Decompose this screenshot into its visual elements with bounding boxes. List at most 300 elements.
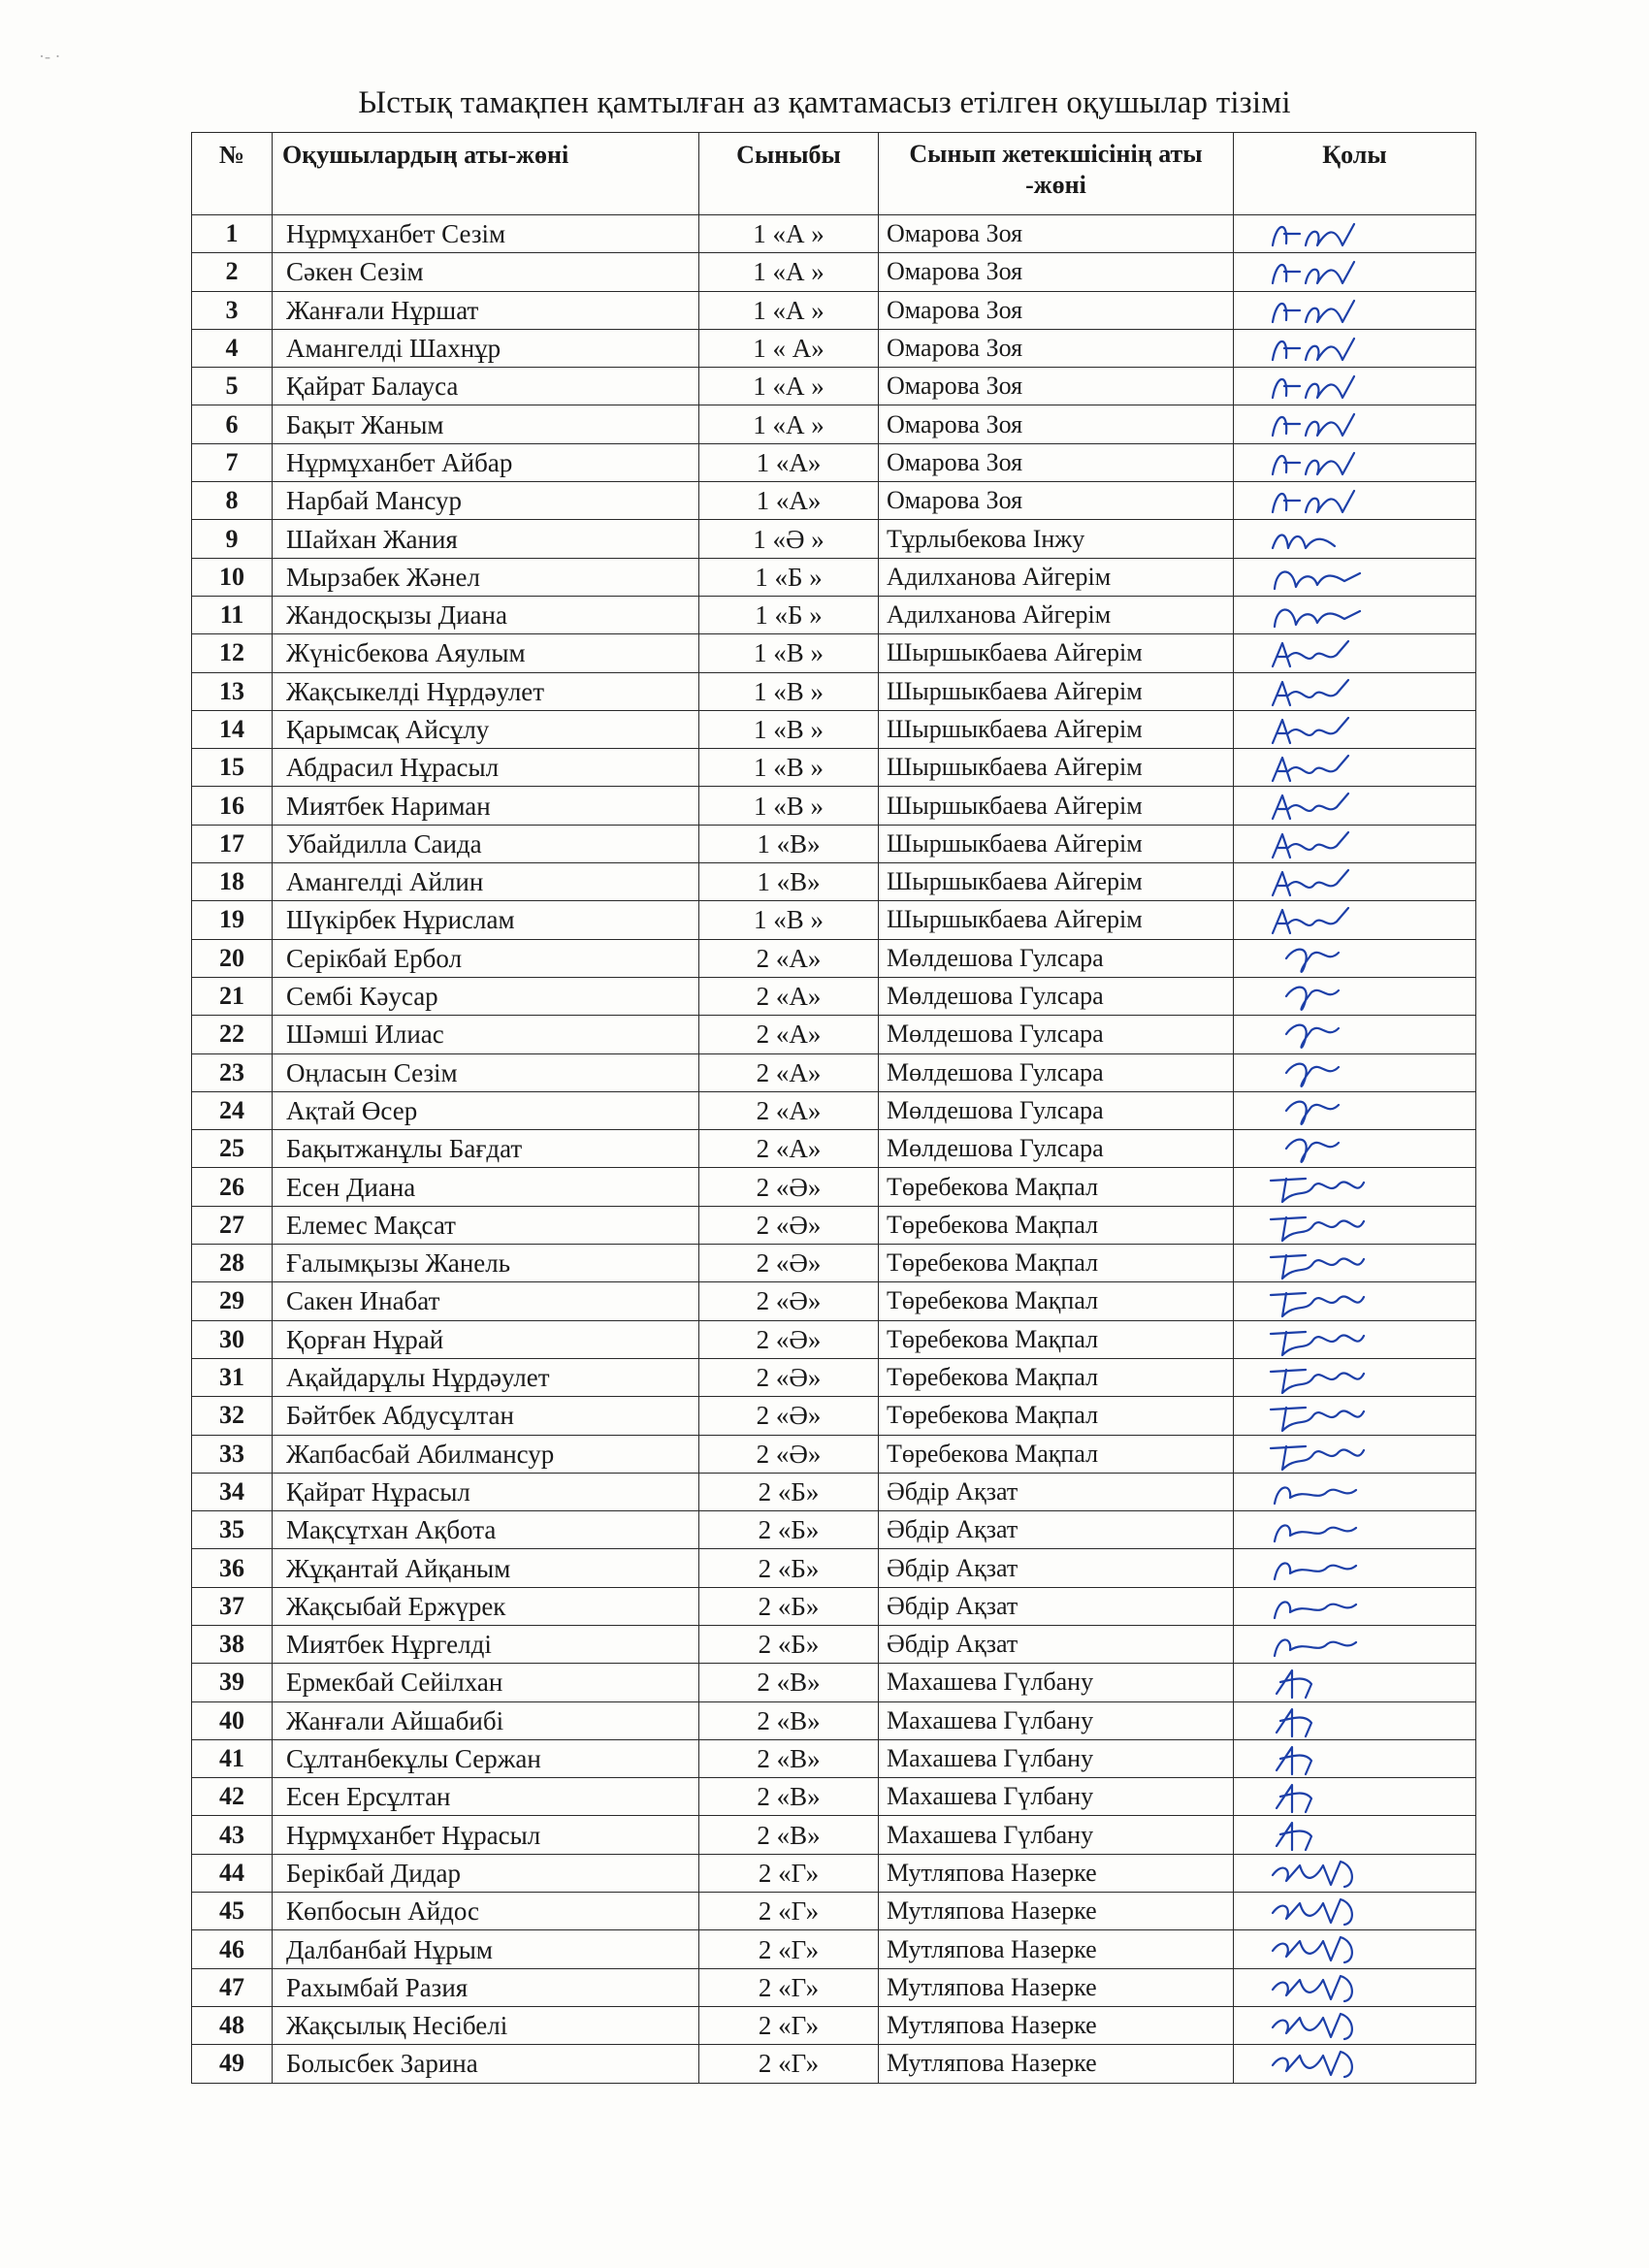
student-name: Миятбек Нариман — [273, 787, 699, 825]
signature-scribble — [1247, 674, 1393, 711]
table-row — [192, 1930, 1476, 1968]
student-name: Сәкен Сезім — [273, 253, 699, 291]
teacher-name: Шыршыкбаева Айгерім — [879, 634, 1234, 672]
student-name: Ғалымқызы Жанель — [273, 1245, 699, 1282]
signature-scribble — [1247, 1093, 1393, 1130]
signature-cell — [1234, 1930, 1476, 1968]
signature-scribble — [1247, 1283, 1393, 1320]
signature-cell — [1234, 1091, 1476, 1129]
row-number: 14 — [192, 710, 273, 748]
student-name: Қорған Нұрай — [273, 1320, 699, 1358]
student-class: 2 «Ә» — [699, 1206, 879, 1244]
student-class: 1 «Ә » — [699, 520, 879, 558]
table-row — [192, 1625, 1476, 1663]
student-class: 2 «Г» — [699, 1893, 879, 1930]
table-row — [192, 1893, 1476, 1930]
row-number: 47 — [192, 1968, 273, 2006]
teacher-name: Төребекова Мақпал — [879, 1168, 1234, 1206]
row-number: 43 — [192, 1816, 273, 1854]
teacher-name: Төребекова Мақпал — [879, 1245, 1234, 1282]
signature-scribble — [1247, 788, 1393, 825]
student-class: 1 «В» — [699, 825, 879, 862]
student-name: Жүнісбекова Аяулым — [273, 634, 699, 672]
row-number: 21 — [192, 977, 273, 1015]
row-number: 11 — [192, 596, 273, 633]
signature-cell — [1234, 253, 1476, 291]
student-name: Бақытжанұлы Бағдат — [273, 1130, 699, 1168]
row-number: 36 — [192, 1549, 273, 1587]
student-name: Жанғали Айшабибі — [273, 1701, 699, 1739]
row-number: 26 — [192, 1168, 273, 1206]
signature-cell — [1234, 1816, 1476, 1854]
table-row — [192, 558, 1476, 596]
student-class: 1 «Б » — [699, 596, 879, 633]
signature-scribble — [1247, 1322, 1393, 1359]
row-number: 10 — [192, 558, 273, 596]
student-name: Шүкірбек Нұрислам — [273, 901, 699, 939]
page-title: Ыстық тамақпен қамтылған аз қамтамасыз етілген оқушылар тізімі — [358, 85, 1291, 120]
signature-scribble — [1247, 598, 1393, 634]
signature-scribble — [1247, 635, 1393, 672]
row-number: 18 — [192, 863, 273, 901]
signature-cell — [1234, 1473, 1476, 1510]
signature-cell — [1234, 596, 1476, 633]
signature-cell — [1234, 1016, 1476, 1053]
signature-scribble — [1247, 1017, 1393, 1053]
signature-scribble — [1247, 1437, 1393, 1474]
signature-scribble — [1247, 1741, 1393, 1778]
signature-scribble — [1247, 560, 1393, 597]
student-name: Жұқантай Айқаным — [273, 1549, 699, 1587]
signature-scribble — [1247, 1894, 1393, 1930]
student-class: 1 «А» — [699, 443, 879, 481]
student-class: 1 «А » — [699, 405, 879, 443]
signature-scribble — [1247, 406, 1393, 443]
teacher-name: Әбдір Ақзат — [879, 1511, 1234, 1549]
student-name: Жапбасбай Абилмансур — [273, 1435, 699, 1473]
signature-cell — [1234, 939, 1476, 977]
signature-cell — [1234, 215, 1476, 253]
student-name: Нұрмұханбет Айбар — [273, 443, 699, 481]
table-row — [192, 863, 1476, 901]
signature-scribble — [1247, 483, 1393, 520]
table-row — [192, 1091, 1476, 1129]
scan-artifact-topleft: ·‐ · — [39, 47, 61, 66]
signature-scribble — [1247, 826, 1393, 863]
row-number: 27 — [192, 1206, 273, 1244]
student-class: 1 «А » — [699, 215, 879, 253]
signature-scribble — [1247, 1931, 1393, 1968]
table-row — [192, 1053, 1476, 1091]
teacher-name: Мөлдешова Гулсара — [879, 1016, 1234, 1053]
signature-cell — [1234, 443, 1476, 481]
student-class: 1 «В » — [699, 787, 879, 825]
teacher-name: Махашева Гүлбану — [879, 1701, 1234, 1739]
table-row — [192, 787, 1476, 825]
signature-scribble — [1247, 2008, 1393, 2045]
student-class: 2 «Г» — [699, 2006, 879, 2044]
row-number: 25 — [192, 1130, 273, 1168]
student-class: 2 «Б» — [699, 1511, 879, 1549]
teacher-name: Омарова Зоя — [879, 443, 1234, 481]
header-class: Сыныбы — [699, 133, 879, 215]
teacher-name: Омарова Зоя — [879, 215, 1234, 253]
header-number: № — [192, 133, 273, 215]
row-number: 17 — [192, 825, 273, 862]
signature-cell — [1234, 1664, 1476, 1701]
signature-scribble — [1247, 1246, 1393, 1282]
signature-scribble — [1247, 941, 1393, 978]
student-name: Убайдилла Саида — [273, 825, 699, 862]
student-class: 2 «А» — [699, 1130, 879, 1168]
table-row — [192, 2006, 1476, 2044]
row-number: 2 — [192, 253, 273, 291]
row-number: 32 — [192, 1397, 273, 1435]
signature-cell — [1234, 672, 1476, 710]
table-row — [192, 1245, 1476, 1282]
student-name: Сұлтанбекұлы Сержан — [273, 1739, 699, 1777]
teacher-name: Мутляпова Назерке — [879, 1854, 1234, 1892]
row-number: 40 — [192, 1701, 273, 1739]
teacher-name: Әбдір Ақзат — [879, 1473, 1234, 1510]
signature-cell — [1234, 1168, 1476, 1206]
table-row — [192, 977, 1476, 1015]
row-number: 33 — [192, 1435, 273, 1473]
signature-cell — [1234, 1435, 1476, 1473]
signature-cell — [1234, 634, 1476, 672]
signature-scribble — [1247, 521, 1393, 558]
signature-cell — [1234, 1739, 1476, 1777]
student-class: 1 «А» — [699, 482, 879, 520]
signature-cell — [1234, 1854, 1476, 1892]
row-number: 29 — [192, 1282, 273, 1320]
row-number: 39 — [192, 1664, 273, 1701]
student-class: 2 «В» — [699, 1701, 879, 1739]
student-name: Есен Ерсұлтан — [273, 1778, 699, 1816]
teacher-name: Төребекова Мақпал — [879, 1397, 1234, 1435]
table-body — [192, 215, 1476, 2084]
row-number: 28 — [192, 1245, 273, 1282]
signature-scribble — [1247, 331, 1393, 368]
table-row — [192, 1816, 1476, 1854]
signature-scribble — [1247, 1817, 1393, 1854]
signature-scribble — [1247, 979, 1393, 1016]
header-signature: Қолы — [1234, 133, 1476, 215]
teacher-name: Мөлдешова Гулсара — [879, 1130, 1234, 1168]
table-row — [192, 405, 1476, 443]
signature-scribble — [1247, 1360, 1393, 1397]
table-row — [192, 1397, 1476, 1435]
table-row — [192, 1778, 1476, 1816]
student-name: Мырзабек Жәнел — [273, 558, 699, 596]
signature-cell — [1234, 1282, 1476, 1320]
teacher-name: Омарова Зоя — [879, 291, 1234, 329]
signature-scribble — [1247, 1970, 1393, 2007]
signature-cell — [1234, 1206, 1476, 1244]
teacher-name: Мутляпова Назерке — [879, 2006, 1234, 2044]
row-number: 44 — [192, 1854, 273, 1892]
table-header-row — [192, 133, 1476, 215]
table-row — [192, 1168, 1476, 1206]
teacher-name: Шыршыкбаева Айгерім — [879, 787, 1234, 825]
teacher-name: Әбдір Ақзат — [879, 1625, 1234, 1663]
teacher-name: Төребекова Мақпал — [879, 1435, 1234, 1473]
table-row — [192, 672, 1476, 710]
teacher-name: Омарова Зоя — [879, 368, 1234, 405]
table-row — [192, 1473, 1476, 1510]
header-student-name: Оқушылардың аты-жөні — [273, 133, 699, 215]
student-class: 2 «А» — [699, 939, 879, 977]
teacher-name: Адилханова Айгерім — [879, 558, 1234, 596]
row-number: 34 — [192, 1473, 273, 1510]
table-row — [192, 1854, 1476, 1892]
student-name: Жақсыкелді Нұрдәулет — [273, 672, 699, 710]
row-number: 31 — [192, 1358, 273, 1396]
table-row — [192, 634, 1476, 672]
row-number: 24 — [192, 1091, 273, 1129]
teacher-name: Омарова Зоя — [879, 482, 1234, 520]
signature-cell — [1234, 1511, 1476, 1549]
signature-cell — [1234, 1053, 1476, 1091]
signature-cell — [1234, 558, 1476, 596]
signature-scribble — [1247, 1169, 1393, 1206]
student-name: Жандосқызы Диана — [273, 596, 699, 633]
table-row — [192, 482, 1476, 520]
table-row — [192, 1511, 1476, 1549]
signature-scribble — [1247, 712, 1393, 749]
row-number: 48 — [192, 2006, 273, 2044]
student-name: Серікбай Ербол — [273, 939, 699, 977]
student-class: 1 «В » — [699, 901, 879, 939]
row-number: 5 — [192, 368, 273, 405]
student-class: 2 «А» — [699, 1091, 879, 1129]
student-name: Қайрат Балауса — [273, 368, 699, 405]
signature-scribble — [1247, 293, 1393, 330]
table-row — [192, 939, 1476, 977]
student-class: 2 «Ә» — [699, 1397, 879, 1435]
row-number: 9 — [192, 520, 273, 558]
student-class: 2 «В» — [699, 1739, 879, 1777]
row-number: 23 — [192, 1053, 273, 1091]
row-number: 30 — [192, 1320, 273, 1358]
row-number: 45 — [192, 1893, 273, 1930]
student-name: Жанғали Нұршат — [273, 291, 699, 329]
row-number: 1 — [192, 215, 273, 253]
signature-cell — [1234, 1968, 1476, 2006]
teacher-name: Мутляпова Назерке — [879, 2045, 1234, 2083]
table-row — [192, 1282, 1476, 1320]
table-row — [192, 2045, 1476, 2083]
row-number: 13 — [192, 672, 273, 710]
teacher-name: Махашева Гүлбану — [879, 1816, 1234, 1854]
signature-scribble — [1247, 216, 1393, 253]
student-class: 2 «А» — [699, 977, 879, 1015]
student-class: 2 «Ә» — [699, 1168, 879, 1206]
teacher-name: Мөлдешова Гулсара — [879, 1091, 1234, 1129]
signature-cell — [1234, 1320, 1476, 1358]
table-row — [192, 1130, 1476, 1168]
row-number: 46 — [192, 1930, 273, 1968]
student-name: Бәйтбек Абдусұлтан — [273, 1397, 699, 1435]
student-name: Миятбек Нұргелді — [273, 1625, 699, 1663]
student-class: 2 «Г» — [699, 1930, 879, 1968]
signature-scribble — [1247, 2046, 1393, 2083]
table-row — [192, 253, 1476, 291]
signature-scribble — [1247, 1550, 1393, 1587]
signature-scribble — [1247, 369, 1393, 405]
student-class: 2 «В» — [699, 1664, 879, 1701]
student-name: Амангелді Айлин — [273, 863, 699, 901]
signature-scribble — [1247, 1131, 1393, 1168]
signature-cell — [1234, 1625, 1476, 1663]
student-name: Амангелді Шахнұр — [273, 329, 699, 367]
row-number: 37 — [192, 1587, 273, 1625]
table-row — [192, 1435, 1476, 1473]
student-class: 2 «Ә» — [699, 1358, 879, 1396]
table-row — [192, 215, 1476, 253]
student-class: 2 «Ә» — [699, 1282, 879, 1320]
header-teacher: Сынып жетекшісінің аты -жөні — [879, 133, 1234, 215]
signature-scribble — [1247, 1779, 1393, 1816]
table-row — [192, 1968, 1476, 2006]
student-name: Нұрмұханбет Нұрасыл — [273, 1816, 699, 1854]
table-row — [192, 1587, 1476, 1625]
row-number: 16 — [192, 787, 273, 825]
teacher-name: Омарова Зоя — [879, 405, 1234, 443]
table-row — [192, 1549, 1476, 1587]
student-class: 2 «Б» — [699, 1549, 879, 1587]
signature-cell — [1234, 749, 1476, 787]
signature-cell — [1234, 482, 1476, 520]
student-class: 2 «Ә» — [699, 1320, 879, 1358]
signature-cell — [1234, 901, 1476, 939]
signature-scribble — [1247, 1208, 1393, 1245]
student-name: Шайхан Жания — [273, 520, 699, 558]
student-name: Сакен Инабат — [273, 1282, 699, 1320]
student-class: 2 «Ә» — [699, 1245, 879, 1282]
signature-cell — [1234, 977, 1476, 1015]
signature-cell — [1234, 710, 1476, 748]
teacher-name: Төребекова Мақпал — [879, 1320, 1234, 1358]
student-class: 2 «А» — [699, 1016, 879, 1053]
student-class: 2 «Б» — [699, 1625, 879, 1663]
row-number: 42 — [192, 1778, 273, 1816]
signature-scribble — [1247, 1627, 1393, 1664]
row-number: 12 — [192, 634, 273, 672]
row-number: 8 — [192, 482, 273, 520]
signature-scribble — [1247, 1398, 1393, 1435]
signature-scribble — [1247, 750, 1393, 787]
table-row — [192, 596, 1476, 633]
signature-cell — [1234, 405, 1476, 443]
table-row — [192, 1206, 1476, 1244]
student-class: 2 «Б» — [699, 1473, 879, 1510]
signature-cell — [1234, 1130, 1476, 1168]
student-class: 2 «В» — [699, 1778, 879, 1816]
teacher-name: Мутляпова Назерке — [879, 1968, 1234, 2006]
signature-cell — [1234, 291, 1476, 329]
student-class: 2 «А» — [699, 1053, 879, 1091]
table-row — [192, 1701, 1476, 1739]
student-class: 1 «А » — [699, 253, 879, 291]
teacher-name: Әбдір Ақзат — [879, 1549, 1234, 1587]
table-row — [192, 1358, 1476, 1396]
student-name: Бақыт Жаным — [273, 405, 699, 443]
teacher-name: Омарова Зоя — [879, 253, 1234, 291]
row-number: 3 — [192, 291, 273, 329]
table-row — [192, 329, 1476, 367]
teacher-name: Махашева Гүлбану — [879, 1664, 1234, 1701]
student-name: Қайрат Нұрасыл — [273, 1473, 699, 1510]
student-class: 2 «Г» — [699, 1968, 879, 2006]
signature-cell — [1234, 2006, 1476, 2044]
student-name: Болысбек Зарина — [273, 2045, 699, 2083]
signature-scribble — [1247, 1055, 1393, 1092]
row-number: 20 — [192, 939, 273, 977]
student-list-table — [191, 132, 1476, 2084]
signature-scribble — [1247, 1703, 1393, 1740]
student-class: 2 «Г» — [699, 2045, 879, 2083]
teacher-name: Төребекова Мақпал — [879, 1206, 1234, 1244]
signature-cell — [1234, 787, 1476, 825]
teacher-name: Махашева Гүлбану — [879, 1739, 1234, 1777]
signature-scribble — [1247, 445, 1393, 482]
signature-cell — [1234, 863, 1476, 901]
table-row — [192, 749, 1476, 787]
student-class: 1 «Б » — [699, 558, 879, 596]
student-name: Көпбосын Айдос — [273, 1893, 699, 1930]
table-row — [192, 291, 1476, 329]
student-name: Шәмші Илиас — [273, 1016, 699, 1053]
student-name: Жақсылық Несібелі — [273, 2006, 699, 2044]
teacher-name: Шыршыкбаева Айгерім — [879, 863, 1234, 901]
student-name: Жақсыбай Ержүрек — [273, 1587, 699, 1625]
signature-cell — [1234, 520, 1476, 558]
signature-scribble — [1247, 1856, 1393, 1893]
teacher-name: Шыршыкбаева Айгерім — [879, 901, 1234, 939]
signature-cell — [1234, 1358, 1476, 1396]
row-number: 49 — [192, 2045, 273, 2083]
signature-cell — [1234, 1549, 1476, 1587]
student-class: 2 «Ә» — [699, 1435, 879, 1473]
student-class: 1 «В» — [699, 863, 879, 901]
signature-scribble — [1247, 1589, 1393, 1626]
teacher-name: Махашева Гүлбану — [879, 1778, 1234, 1816]
student-name: Берікбай Дидар — [273, 1854, 699, 1892]
row-number: 41 — [192, 1739, 273, 1777]
table-row — [192, 1739, 1476, 1777]
teacher-name: Мөлдешова Гулсара — [879, 1053, 1234, 1091]
signature-cell — [1234, 368, 1476, 405]
teacher-name: Шыршыкбаева Айгерім — [879, 825, 1234, 862]
student-name: Нарбай Мансур — [273, 482, 699, 520]
student-class: 1 « А» — [699, 329, 879, 367]
row-number: 22 — [192, 1016, 273, 1053]
teacher-name: Төребекова Мақпал — [879, 1282, 1234, 1320]
signature-cell — [1234, 1397, 1476, 1435]
student-name: Қарымсақ Айсұлу — [273, 710, 699, 748]
row-number: 19 — [192, 901, 273, 939]
signature-scribble — [1247, 864, 1393, 901]
row-number: 6 — [192, 405, 273, 443]
student-name: Есен Диана — [273, 1168, 699, 1206]
signature-cell — [1234, 1893, 1476, 1930]
teacher-name: Мөлдешова Гулсара — [879, 939, 1234, 977]
student-name: Далбанбай Нұрым — [273, 1930, 699, 1968]
student-class: 2 «Б» — [699, 1587, 879, 1625]
teacher-name: Шыршыкбаева Айгерім — [879, 672, 1234, 710]
student-name: Мақсұтхан Ақбота — [273, 1511, 699, 1549]
